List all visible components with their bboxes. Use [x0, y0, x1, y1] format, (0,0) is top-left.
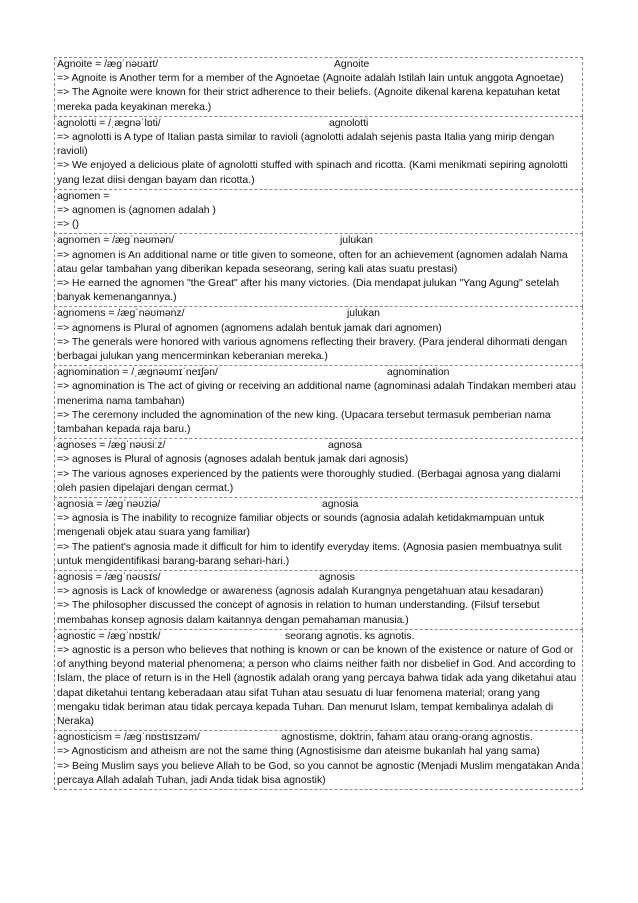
headword: agnomens = /æɡˈnəʊmənz/ [57, 308, 185, 320]
entry-agnoses [54, 439, 583, 498]
example: => The Agnoite were known for their strict adherence to their beliefs. (Agnoite dikenal karena kepatuhan ketat mereka pada keyakinan mereka.) [57, 87, 560, 113]
definition: => agnomination is The act of giving or receiving an additional name (agnominasi adalah Tindakan memberi atau menerima nama tambahan) [57, 381, 577, 407]
entry-agnosis [54, 571, 583, 630]
entry-agnosia [54, 498, 583, 571]
translation: julukan [347, 308, 380, 320]
headword: agnoses = /æɡˈnəʊsiːz/ [57, 440, 166, 452]
definition: => agnostic is a person who believes that nothing is known or can be known of the existence or nature of God or of anything beyond material phenomena; a person who claims neither faith nor disbelief in God. And according to Islam, the place of return is in the Hell (agnostik adalah orang yang percaya bahwa tidak ada yang diketahui atau dapat diketahui tentang keberadaan atau sifat Tuhan atau sesuatu di luar fenomena material; orang yang mengaku tidak beriman atau tidak percaya kepada Tuhan. Dan menurut Islam, tempat kembalinya adalah di Neraka) [57, 644, 577, 727]
definition: => Agnosticism and atheism are not the same thing (Agnostisisme dan ateisme bukanlah hal yang sama) [57, 746, 540, 758]
translation: agnosis [319, 571, 355, 583]
translation: agnostisme, doktrin, faham atau orang-orang agnostis. [281, 732, 533, 744]
translation: agnosia [322, 498, 359, 510]
entry-agnomen-empty [54, 190, 583, 235]
headword: agnosis = /æɡˈnəʊsɪs/ [57, 571, 161, 583]
translation: agnosa [328, 440, 363, 452]
definition: => agnomens is Plural of agnomen (agnomens adalah bentuk jamak dari agnomen) [57, 322, 442, 334]
headword: agnomination = /ˌæɡnəʊmɪˈneɪʃən/ [57, 367, 218, 379]
dictionary-page [54, 57, 583, 790]
definition: => agnomen is An additional name or title given to someone, often for an achievement (agnomen adalah Nama atau gelar tambahan yang diberikan kepada seseorang, sering kali atas suatu prestasi) [57, 249, 568, 275]
example: => The various agnoses experienced by the patients were thoroughly studied. (Berbagai agnosa yang dialami oleh pasien dipelajari dengan cermat.) [57, 468, 561, 494]
headword: agnomen = [57, 190, 110, 202]
translation: seorang agnotis. ks agnotis. [285, 630, 415, 642]
translation: Agnoite [334, 59, 370, 70]
example: => The patient's agnosia made it difficult for him to identify everyday items. (Agnosia pasien membuatnya sulit untuk mengidentifikasi barang-barang sehari-hari.) [57, 541, 562, 567]
example: => We enjoyed a delicious plate of agnolotti stuffed with spinach and ricotta. (Kami menikmati sepiring agnolotti yang lezat diisi dengan bayam dan ricotta.) [57, 160, 568, 186]
definition: => Agnoite is Another term for a member of the Agnoetae (Agnoite adalah Istilah lain untuk anggota Agnoetae) [57, 73, 564, 85]
entry-agnoite [54, 57, 583, 117]
example: => The ceremony included the agnomination of the new king. (Upacara tersebut termasuk pemberian nama tambahan kepada raja baru.) [57, 409, 551, 435]
entry-agnomen [54, 234, 583, 307]
headword: agnosia = /æɡˈnəʊziə/ [57, 498, 161, 510]
example: => The philosopher discussed the concept of agnosis in relation to human understanding. (Filsuf tersebut membahas konsep agnosis dalam kaitannya dengan pemahaman manusia.) [57, 600, 540, 626]
headword: Agnoite = /æɡˈnəʊaɪt/ [57, 59, 159, 70]
definition: => agnosia is The inability to recognize familiar objects or sounds (agnosia adalah ketidakmampuan untuk mengenali objek atau suara yang familiar) [57, 513, 545, 539]
definition: => agnoses is Plural of agnosis (agnoses adalah bentuk jamak dari agnosis) [57, 454, 409, 466]
entry-agnomination [54, 366, 583, 439]
entry-agnostic [54, 630, 583, 731]
definition: => agnosis is Lack of knowledge or awareness (agnosis adalah Kurangnya pengetahuan atau kesadaran) [57, 586, 544, 598]
headword: agnosticism = /æɡˈnɒstɪsɪzəm/ [57, 732, 200, 744]
translation: agnolotti [329, 117, 369, 129]
example: => Being Muslim says you believe Allah to be God, so you cannot be agnostic (Menjadi Muslim mengatakan Anda percaya Allah adalah Tuhan, jadi Anda tidak bisa agnostik) [57, 760, 580, 786]
headword: agnomen = /æɡˈnəʊmən/ [57, 235, 175, 247]
example: => He earned the agnomen "the Great" after his many victories. (Dia mendapat julukan "Yang Agung" setelah banyak kemenangannya.) [57, 277, 560, 304]
definition: => agnolotti is A type of Italian pasta similar to ravioli (agnolotti adalah sejenis pasta Italia yang mirip dengan ravioli) [57, 131, 555, 158]
translation: julukan [340, 235, 373, 247]
translation: agnomination [387, 367, 450, 379]
example: => The generals were honored with various agnomens reflecting their bravery. (Para jenderal dihormati dengan berbagai julukan yang mencerminkan keberanian mereka.) [57, 336, 568, 362]
entry-agnolotti [54, 117, 583, 190]
example: => () [57, 219, 79, 231]
entry-agnosticism [54, 731, 583, 790]
headword: agnostic = /æɡˈnɒstɪk/ [57, 630, 161, 642]
definition: => agnomen is (agnomen adalah ) [57, 204, 216, 216]
entry-agnomens [54, 307, 583, 366]
headword: agnolotti = /ˌæɡnəˈlɒti/ [57, 117, 161, 129]
